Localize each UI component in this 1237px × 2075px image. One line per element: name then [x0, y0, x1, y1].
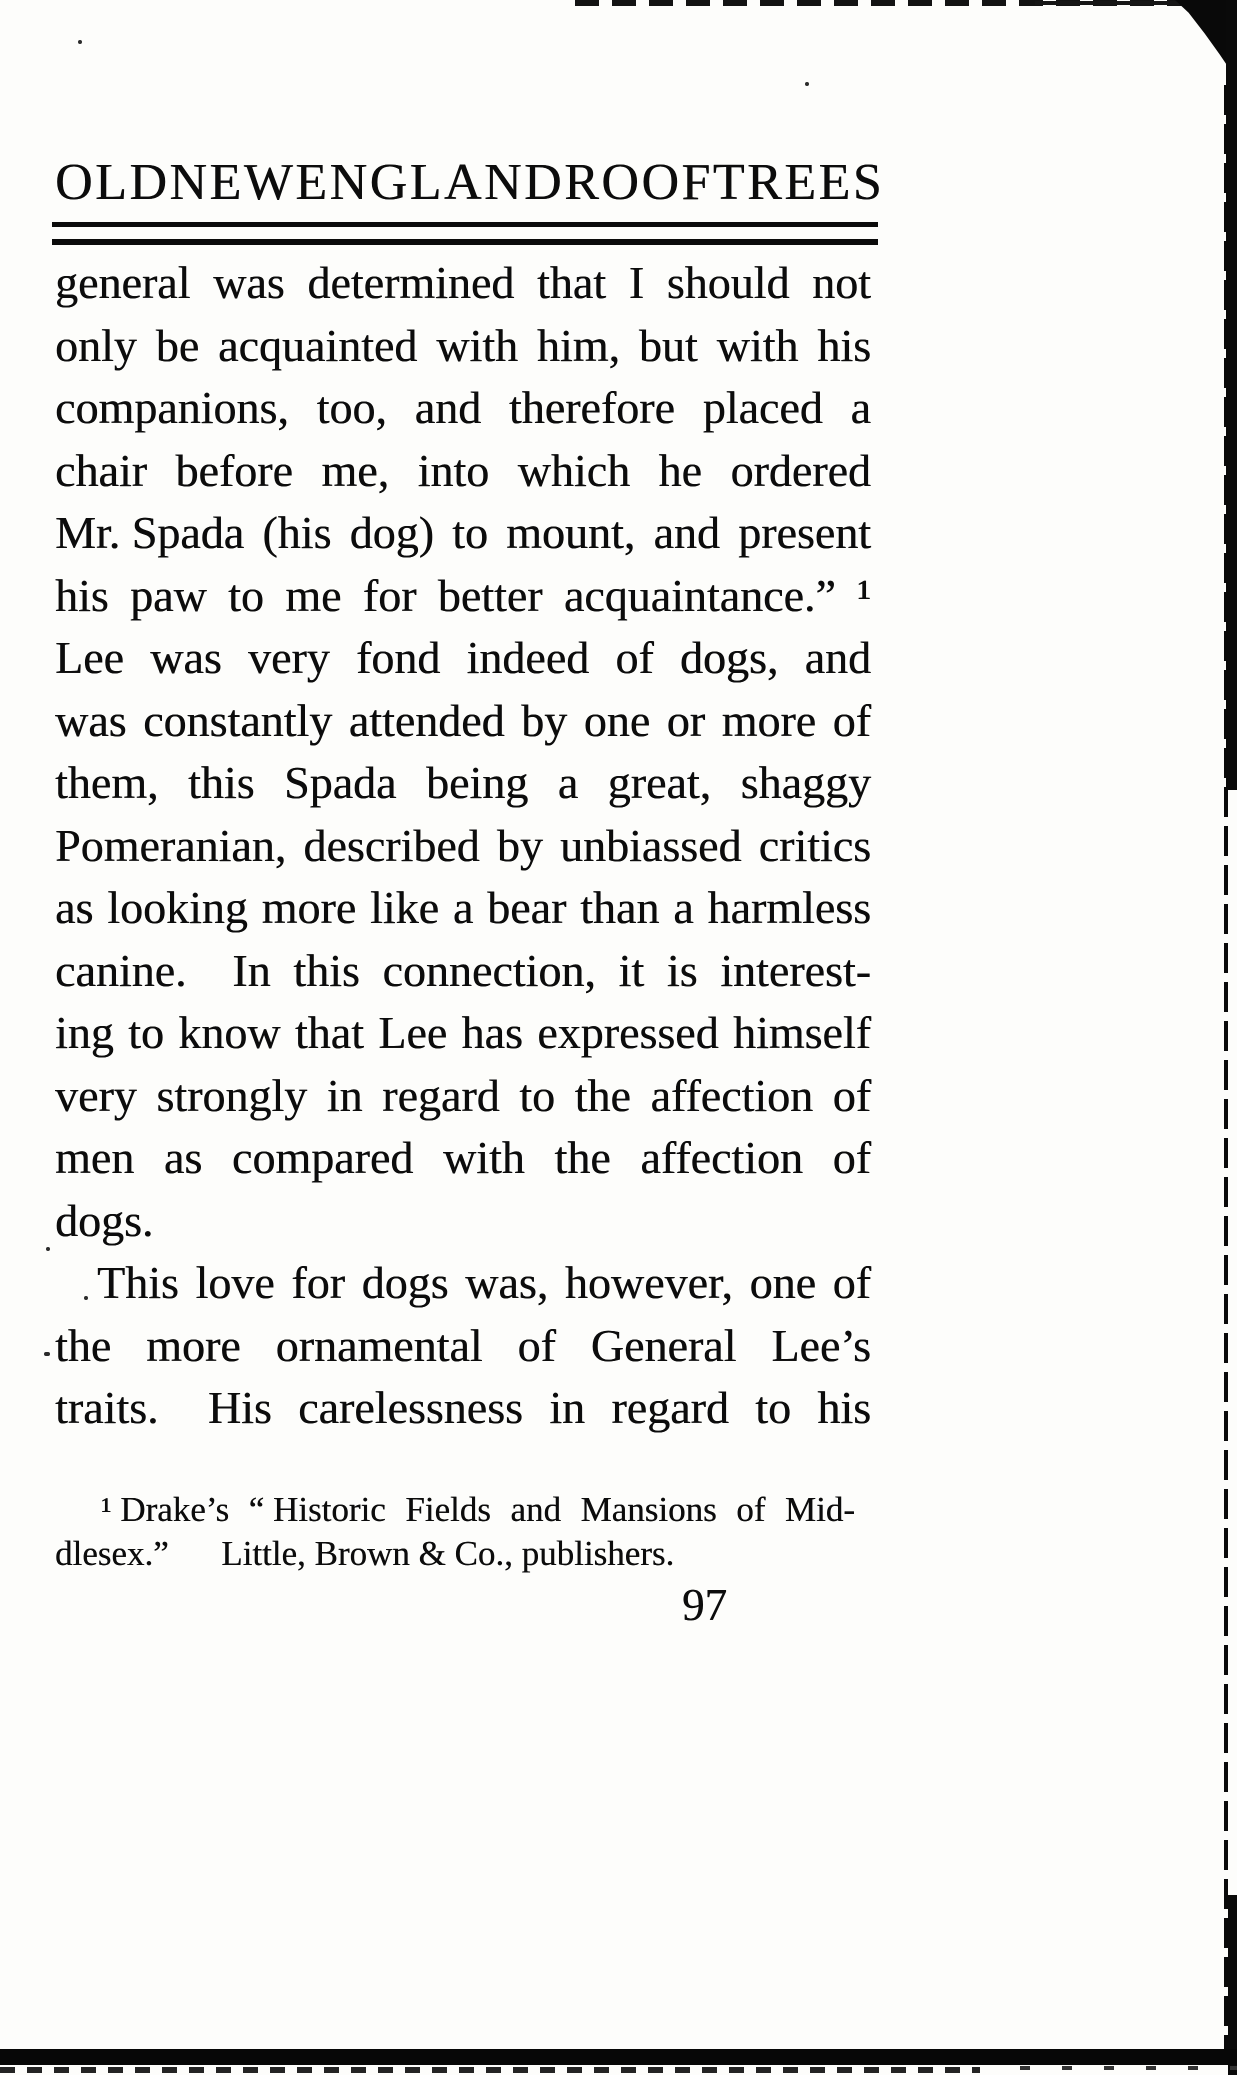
text-line	[55, 815, 871, 878]
word: with	[436, 319, 518, 371]
text-line	[55, 252, 871, 315]
word: chair	[55, 444, 147, 496]
word: one	[749, 1257, 816, 1308]
header-word: OLD	[55, 154, 170, 211]
word: very	[247, 632, 330, 683]
word: like	[369, 882, 439, 933]
word: into	[417, 444, 490, 496]
word: ornamental	[275, 1319, 483, 1371]
word: that	[294, 1007, 364, 1058]
word: and	[414, 382, 482, 433]
word: harmless	[707, 882, 871, 933]
word: affection	[650, 1069, 814, 1121]
word: was	[55, 694, 127, 746]
running-header-title	[55, 154, 885, 211]
word: him,	[536, 319, 620, 371]
word: one	[583, 694, 651, 746]
word: better	[437, 569, 543, 621]
word: Lee	[378, 1007, 448, 1058]
word: “ Historic	[248, 1490, 386, 1529]
text-line	[55, 377, 871, 440]
word: being	[425, 757, 529, 808]
scan-right-edge-band-bottom	[1228, 1895, 1237, 2075]
header-rule-top	[52, 222, 878, 227]
word: attended	[348, 694, 505, 746]
header-rule-bottom	[52, 239, 878, 245]
word: to	[128, 1007, 164, 1058]
word: affection	[640, 1132, 803, 1183]
word: Pomeranian,	[55, 819, 287, 871]
word: looking	[107, 882, 248, 933]
word: by	[521, 694, 568, 746]
word: fond	[355, 632, 441, 683]
word: paw	[130, 569, 207, 621]
word: with	[716, 319, 799, 371]
word: dogs,	[679, 632, 779, 683]
word: unbiassed	[560, 819, 742, 871]
word: general	[55, 257, 191, 308]
word: canine.	[55, 944, 187, 996]
word: to	[519, 1069, 556, 1121]
word: expressed	[537, 1007, 719, 1058]
word: in	[549, 1382, 585, 1433]
scan-speck	[805, 82, 809, 86]
word: described	[303, 819, 480, 871]
word: In	[209, 944, 271, 996]
word: was	[150, 632, 222, 683]
word: he	[658, 444, 702, 496]
text-line	[55, 1377, 871, 1440]
word: the	[55, 1319, 112, 1371]
word: therefore	[508, 382, 675, 433]
word: His	[184, 1382, 272, 1433]
word: This	[97, 1257, 179, 1308]
word: very	[55, 1069, 137, 1121]
word: it	[618, 944, 645, 996]
word: himself	[732, 1007, 871, 1058]
word: a	[452, 882, 474, 933]
word: regard	[382, 1069, 500, 1121]
word: for	[291, 1257, 345, 1308]
word: but	[638, 319, 698, 371]
word: Spada	[284, 757, 397, 808]
scan-bottom-speckles-right	[1020, 2066, 1237, 2070]
word: ordered	[730, 444, 871, 496]
word: carelessness	[298, 1382, 523, 1433]
word: more	[721, 694, 817, 746]
text-line: dogs.	[55, 1194, 154, 1246]
word: the	[574, 1069, 631, 1121]
scan-bottom-speckles	[0, 2067, 980, 2073]
word: to	[755, 1382, 791, 1433]
word: men	[55, 1132, 135, 1183]
word: of	[832, 1257, 871, 1308]
word: which	[517, 444, 631, 496]
word: this	[188, 757, 255, 808]
header-word: ENGLAND	[295, 154, 565, 211]
word: Mr. Spada	[55, 507, 245, 558]
text-line	[55, 1488, 855, 1532]
word: strongly	[156, 1069, 308, 1121]
word: them,	[55, 757, 159, 808]
word: ing	[55, 1007, 114, 1058]
word: me	[285, 569, 342, 621]
word: is	[666, 944, 698, 996]
word: dogs	[361, 1257, 449, 1308]
word: more	[146, 1319, 241, 1371]
word: too,	[316, 382, 387, 433]
body-text	[55, 252, 871, 1440]
word: more	[261, 882, 357, 933]
word: and	[804, 632, 871, 683]
word: of	[832, 1069, 871, 1121]
word: by	[496, 819, 543, 871]
word: than	[580, 882, 660, 933]
word: (his	[262, 507, 332, 558]
word: of	[615, 632, 654, 683]
word: interest-	[720, 944, 871, 996]
header-word: ROOFTREES	[564, 154, 885, 211]
word: placed	[702, 382, 823, 433]
scan-right-edge-line	[1224, 85, 1228, 2060]
text-line	[55, 1127, 871, 1190]
text-line: dlesex.” Little, Brown & Co., publishers.	[55, 1534, 675, 1573]
word: acquainted	[218, 319, 418, 371]
text-line	[55, 1065, 871, 1128]
word: a	[850, 382, 871, 433]
word: with	[442, 1132, 525, 1183]
word: indeed	[466, 632, 590, 683]
word: present	[738, 507, 871, 558]
word: ¹ Drake’s	[101, 1490, 230, 1529]
word: regard	[611, 1382, 729, 1433]
text-line	[55, 627, 871, 690]
word: not	[812, 257, 871, 308]
word: know	[178, 1007, 281, 1058]
word: companions,	[55, 382, 289, 433]
word: great,	[607, 757, 712, 808]
scan-bottom-edge-band	[0, 2049, 1237, 2065]
word: Mid-	[784, 1490, 855, 1529]
text-line	[55, 502, 871, 565]
scan-top-edge-line	[1035, 1, 1197, 5]
word: shaggy	[740, 757, 871, 808]
word: dog)	[349, 507, 434, 558]
text-line	[55, 940, 871, 1003]
page-number: 97	[682, 1580, 727, 1630]
word: constantly	[143, 694, 333, 746]
word: his	[817, 1382, 871, 1433]
word: as	[163, 1132, 203, 1183]
word: bear	[487, 882, 567, 933]
word: mount,	[506, 507, 636, 558]
word: a	[673, 882, 694, 933]
word: I	[628, 257, 645, 308]
scan-speck	[44, 1352, 50, 1356]
word: Lee’s	[771, 1319, 871, 1371]
word: me,	[321, 444, 390, 496]
word: be	[155, 319, 200, 371]
word: a	[557, 757, 579, 808]
text-line	[55, 315, 871, 378]
word: this	[293, 944, 360, 996]
word: acquaintance.”	[563, 569, 836, 621]
word: as	[55, 882, 94, 933]
word: or	[666, 694, 705, 746]
word: Lee	[55, 632, 124, 683]
word: his	[55, 569, 109, 621]
word: was,	[465, 1257, 549, 1308]
word: his	[817, 319, 871, 371]
header-word: NEW	[169, 154, 296, 211]
word: of	[832, 694, 871, 746]
word: the	[554, 1132, 611, 1183]
word: has	[461, 1007, 523, 1058]
word: to	[228, 569, 264, 621]
word: determined	[307, 257, 515, 308]
text-line	[55, 565, 871, 628]
word: for	[362, 569, 417, 621]
scan-speck	[78, 40, 82, 44]
word: to	[452, 507, 488, 558]
scan-speck	[46, 1247, 50, 1251]
text-line	[55, 1315, 871, 1378]
word: love	[195, 1257, 275, 1308]
word: ¹	[857, 569, 871, 621]
word: in	[326, 1069, 363, 1121]
word: Fields	[405, 1490, 491, 1529]
word: and	[653, 507, 720, 558]
word: traits.	[55, 1382, 159, 1433]
text-line	[55, 690, 871, 753]
text-line	[55, 440, 871, 503]
footnote	[55, 1488, 855, 1576]
word: Mansions	[580, 1490, 717, 1529]
word: connection,	[382, 944, 596, 996]
word: and	[510, 1490, 561, 1529]
word: of	[736, 1490, 766, 1529]
word: critics	[758, 819, 871, 871]
word: General	[590, 1319, 737, 1371]
word: that	[536, 257, 606, 308]
word: however,	[564, 1257, 733, 1308]
text-line	[55, 1252, 871, 1315]
word: should	[666, 257, 790, 308]
text-line	[55, 877, 871, 940]
word: before	[175, 444, 293, 496]
word: only	[55, 319, 137, 371]
word: compared	[231, 1132, 414, 1183]
word: of	[832, 1132, 871, 1183]
text-line	[55, 1002, 871, 1065]
word: of	[517, 1319, 556, 1371]
word: was	[213, 257, 285, 308]
text-line	[55, 752, 871, 815]
